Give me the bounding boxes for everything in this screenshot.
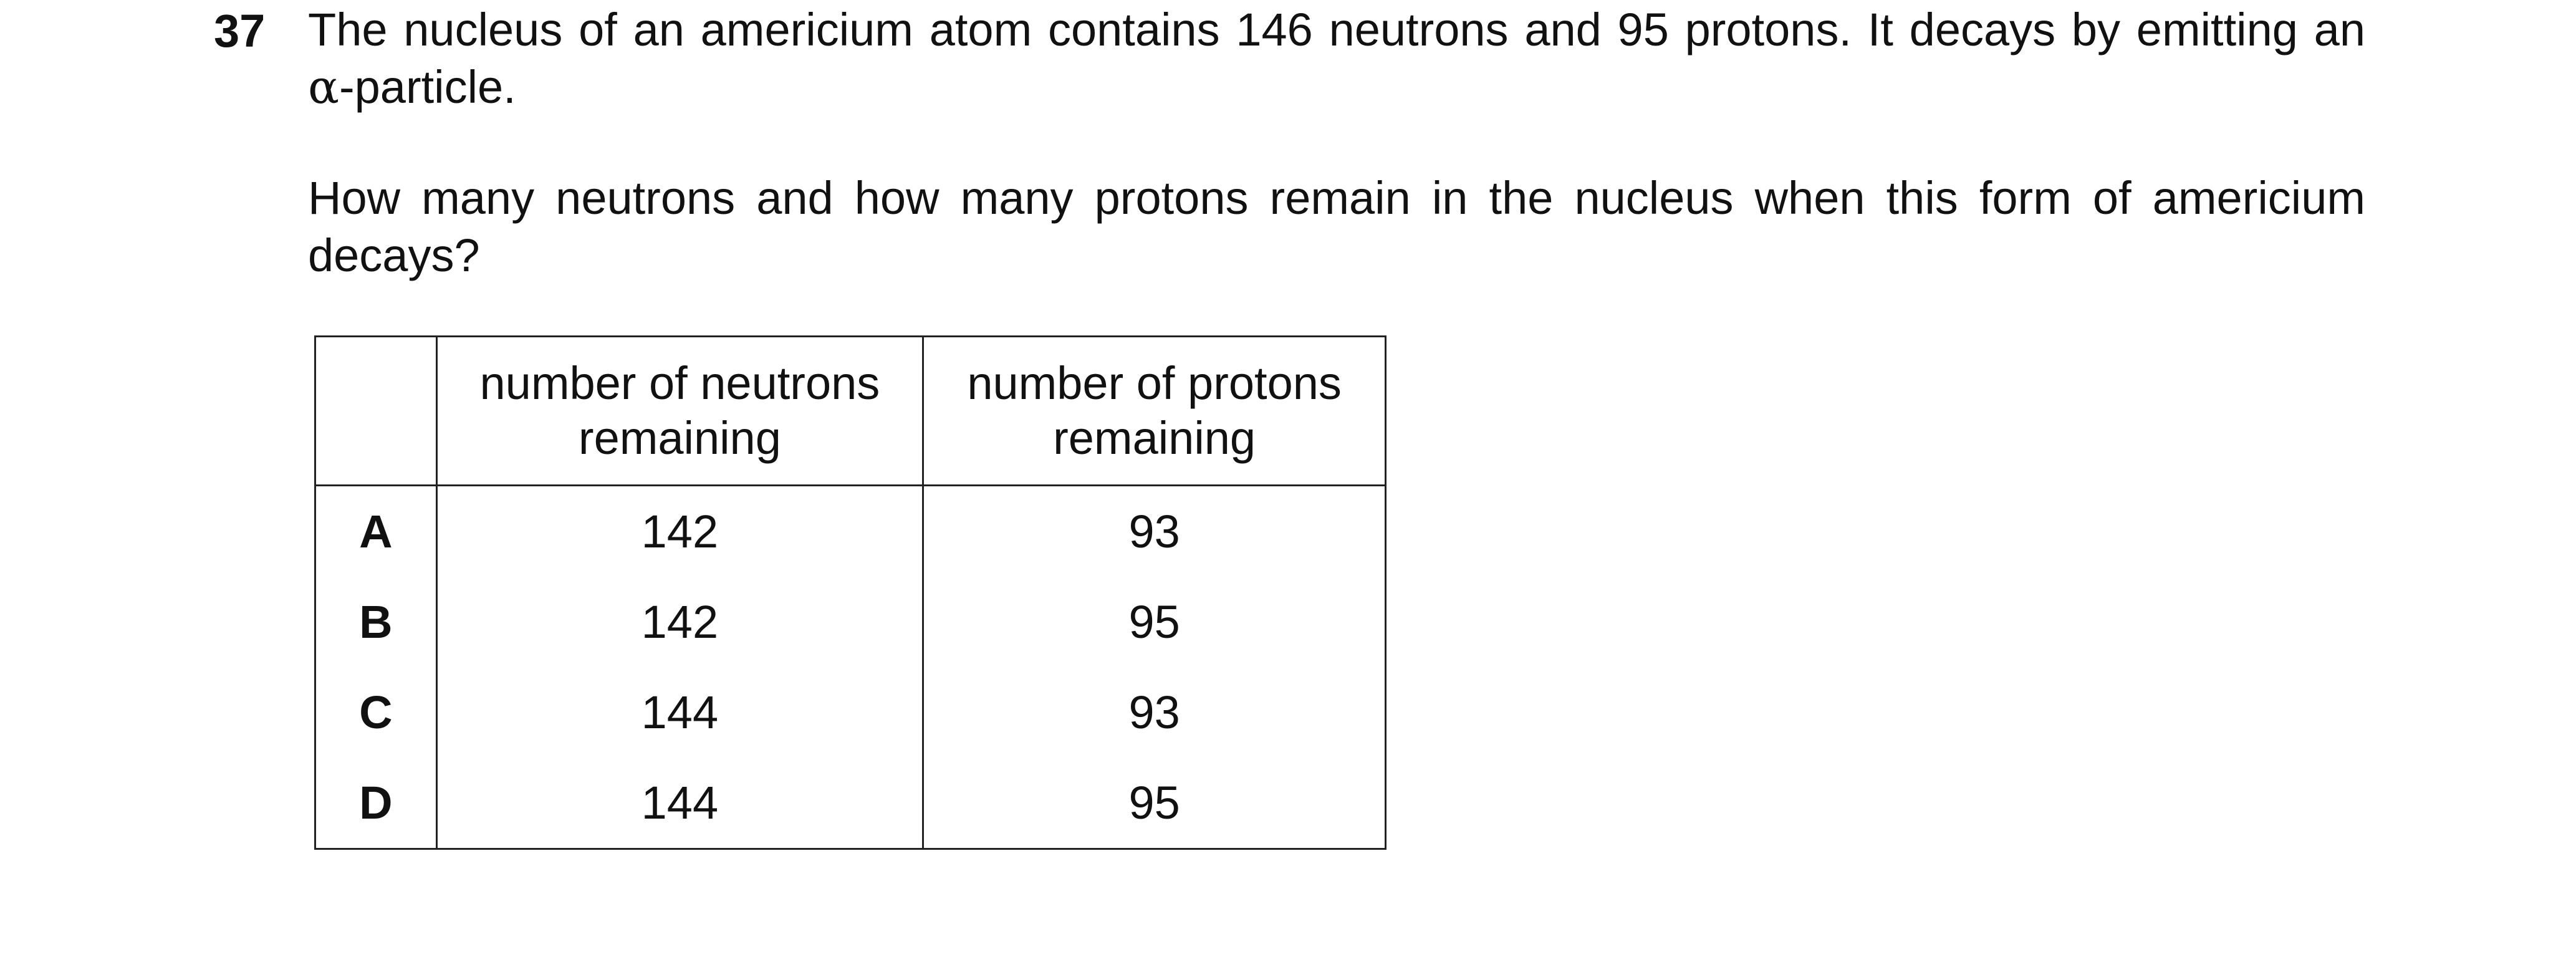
header-neutrons-line2: remaining <box>578 412 781 464</box>
option-letter: B <box>315 577 437 667</box>
table-row[interactable] <box>315 577 1386 667</box>
header-protons <box>923 337 1386 486</box>
protons-value: 93 <box>923 486 1386 577</box>
table-row[interactable] <box>315 486 1386 577</box>
table-row[interactable] <box>315 758 1386 849</box>
option-letter: C <box>315 667 437 758</box>
header-protons-line1: number of protons <box>967 357 1342 409</box>
question-number: 37 <box>214 5 266 57</box>
neutrons-value: 144 <box>436 758 923 849</box>
protons-value: 95 <box>923 577 1386 667</box>
neutrons-value: 144 <box>436 667 923 758</box>
neutrons-value: 142 <box>436 486 923 577</box>
option-letter: D <box>315 758 437 849</box>
header-neutrons <box>436 337 923 486</box>
option-letter: A <box>315 486 437 577</box>
question-text <box>308 1 2365 284</box>
neutrons-value: 142 <box>436 577 923 667</box>
alpha-symbol: α <box>308 60 339 114</box>
question-statement-end: -particle. <box>339 61 516 113</box>
header-neutrons-line1: number of neutrons <box>479 357 880 409</box>
table-header-row <box>315 337 1386 486</box>
protons-value: 95 <box>923 758 1386 849</box>
header-protons-line2: remaining <box>1053 412 1256 464</box>
table-row[interactable] <box>315 667 1386 758</box>
header-blank-cell <box>315 337 437 486</box>
question-statement-start: The nucleus of an americium atom contains 146 neutrons and 95 protons. It decays by emitting an <box>308 4 2365 55</box>
protons-value: 93 <box>923 667 1386 758</box>
question-statement <box>308 1 2365 116</box>
question-prompt: How many neutrons and how many protons remain in the nucleus when this form of americium decays? <box>308 172 2365 281</box>
answer-table <box>314 335 1387 850</box>
